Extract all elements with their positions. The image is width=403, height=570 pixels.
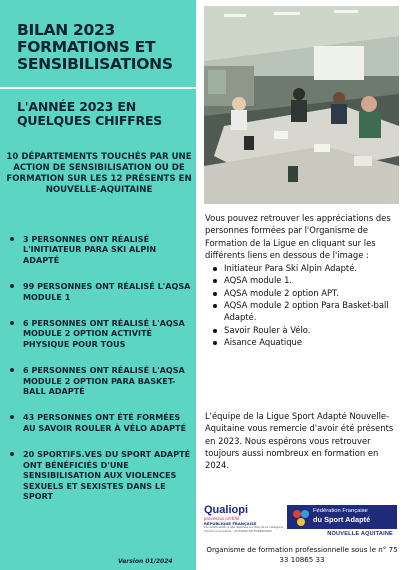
bullet-icon xyxy=(213,341,217,345)
ffsa-region: NOUVELLE AQUITAINE xyxy=(327,531,393,537)
bullet-icon xyxy=(213,292,217,296)
bullet-icon xyxy=(213,267,217,271)
bullet-icon xyxy=(10,237,14,241)
bullet-icon xyxy=(213,329,217,333)
organisation-number: Organisme de formation professionnelle sous le n° 75 33 10865 33 xyxy=(206,545,398,564)
ffsa-line1: Fédération Française xyxy=(313,508,368,514)
fact-text: 43 PERSONNES ONT ÉTÉ FORMÉES AU SAVOIR ROULER À VÉLO ADAPTÉ xyxy=(23,412,187,433)
link-aisance-aquatique[interactable] xyxy=(213,336,399,348)
fact-text: 3 PERSONNES ONT RÉALISÉ L'INITIATEUR PARA SKI ALPIN ADAPTÉ xyxy=(23,234,157,265)
section-title: L'ANNÉE 2023 EN QUELQUES CHIFFRES xyxy=(17,99,163,128)
bullet-icon xyxy=(10,368,14,372)
feedback-links xyxy=(213,262,399,348)
link-aqsa-module-2-basket[interactable] xyxy=(213,299,399,324)
left-panel xyxy=(0,0,196,570)
link-aqsa-module-2-apt[interactable] xyxy=(213,287,399,299)
fact-item xyxy=(10,318,192,349)
title-divider xyxy=(0,87,196,89)
version-label: Version 01/2024 xyxy=(118,558,173,565)
link-label: AQSA module 2 option APT. xyxy=(224,287,339,298)
fact-item xyxy=(10,365,192,396)
ffsa-line2: du Sport Adapté xyxy=(313,515,371,524)
link-label: Initiateur Para Ski Alpin Adapté. xyxy=(224,263,358,274)
qualiopi-subtitle: processus certifié xyxy=(204,516,240,521)
fact-item xyxy=(10,281,192,302)
fact-text: 6 PERSONNES ONT RÉALISÉ L'AQSA MODULE 2 OPTION PARA BASKET-BALL ADAPTÉ xyxy=(23,365,185,397)
qualiopi-note: La certification a été délivrée au titre de la catégorie d'actions suivante : ACTIONS DE FORMATION xyxy=(204,525,284,533)
fact-item xyxy=(10,412,192,433)
bullet-icon xyxy=(213,279,217,283)
qualiopi-name: Qualiopi xyxy=(204,504,248,516)
fact-text: 20 SPORTIFS.VES DU SPORT ADAPTÉ ONT BÉNÉFICIÉS D'UNE SENSIBILISATION AUX VIOLENCES SEXUELS ET SEXISTES DANS LE SPORT xyxy=(23,449,191,501)
bullet-icon xyxy=(10,284,14,288)
bullet-icon xyxy=(10,415,14,419)
fact-text: 99 PERSONNES ONT RÉALISÉ L'AQSA MODULE 1 xyxy=(23,281,191,302)
page-title: BILAN 2023 FORMATIONS ET SENSIBILISATIONS xyxy=(17,21,173,73)
link-aqsa-module-1[interactable] xyxy=(213,274,399,286)
bullet-icon xyxy=(10,452,14,456)
link-label: Aisance Aquatique xyxy=(224,336,303,347)
photo-illustration xyxy=(204,6,399,204)
republique-francaise-label: RÉPUBLIQUE FRANÇAISE xyxy=(204,521,257,526)
facts-list xyxy=(10,234,192,517)
ffsa-emblem-icon xyxy=(289,507,313,531)
link-label: AQSA module 1. xyxy=(224,275,293,286)
link-label: Savoir Rouler à Vélo. xyxy=(224,324,311,335)
training-room-photo xyxy=(204,6,399,204)
link-label: AQSA module 2 option Para Basket-ball Adapté. xyxy=(224,300,389,323)
ffsa-logo xyxy=(287,505,397,538)
qualiopi-logo xyxy=(204,505,288,541)
link-para-ski[interactable] xyxy=(213,262,399,274)
fact-item xyxy=(10,449,192,501)
bullet-icon xyxy=(10,321,14,325)
team-message: L'équipe de la Ligue Sport Adapté Nouvelle-Aquitaine vous remercie d'avoir été présents en 2023. Nous espérons vous retrouver toujours aussi nombreux en formation en 2024. xyxy=(205,411,394,471)
departments-intro: 10 DÉPARTEMENTS TOUCHÉS PAR UNE ACTION DE SENSIBILISATION OU DE FORMATION SUR LES 12 PRÉSENTS EN NOUVELLE-AQUITAINE xyxy=(6,152,192,195)
feedback-intro: Vous pouvez retrouver les appréciations des personnes formées par l'Organisme de Formation de la Ligue en cliquant sur les différents liens en dessous de l'image : xyxy=(205,213,391,260)
fact-item xyxy=(10,234,192,265)
right-column xyxy=(205,212,399,348)
fact-text: 6 PERSONNES ONT RÉALISÉ L'AQSA MODULE 2 OPTION ACTIVITÉ PHYSIQUE POUR TOUS xyxy=(23,318,185,349)
bullet-icon xyxy=(213,304,217,308)
link-savoir-rouler[interactable] xyxy=(213,324,399,336)
